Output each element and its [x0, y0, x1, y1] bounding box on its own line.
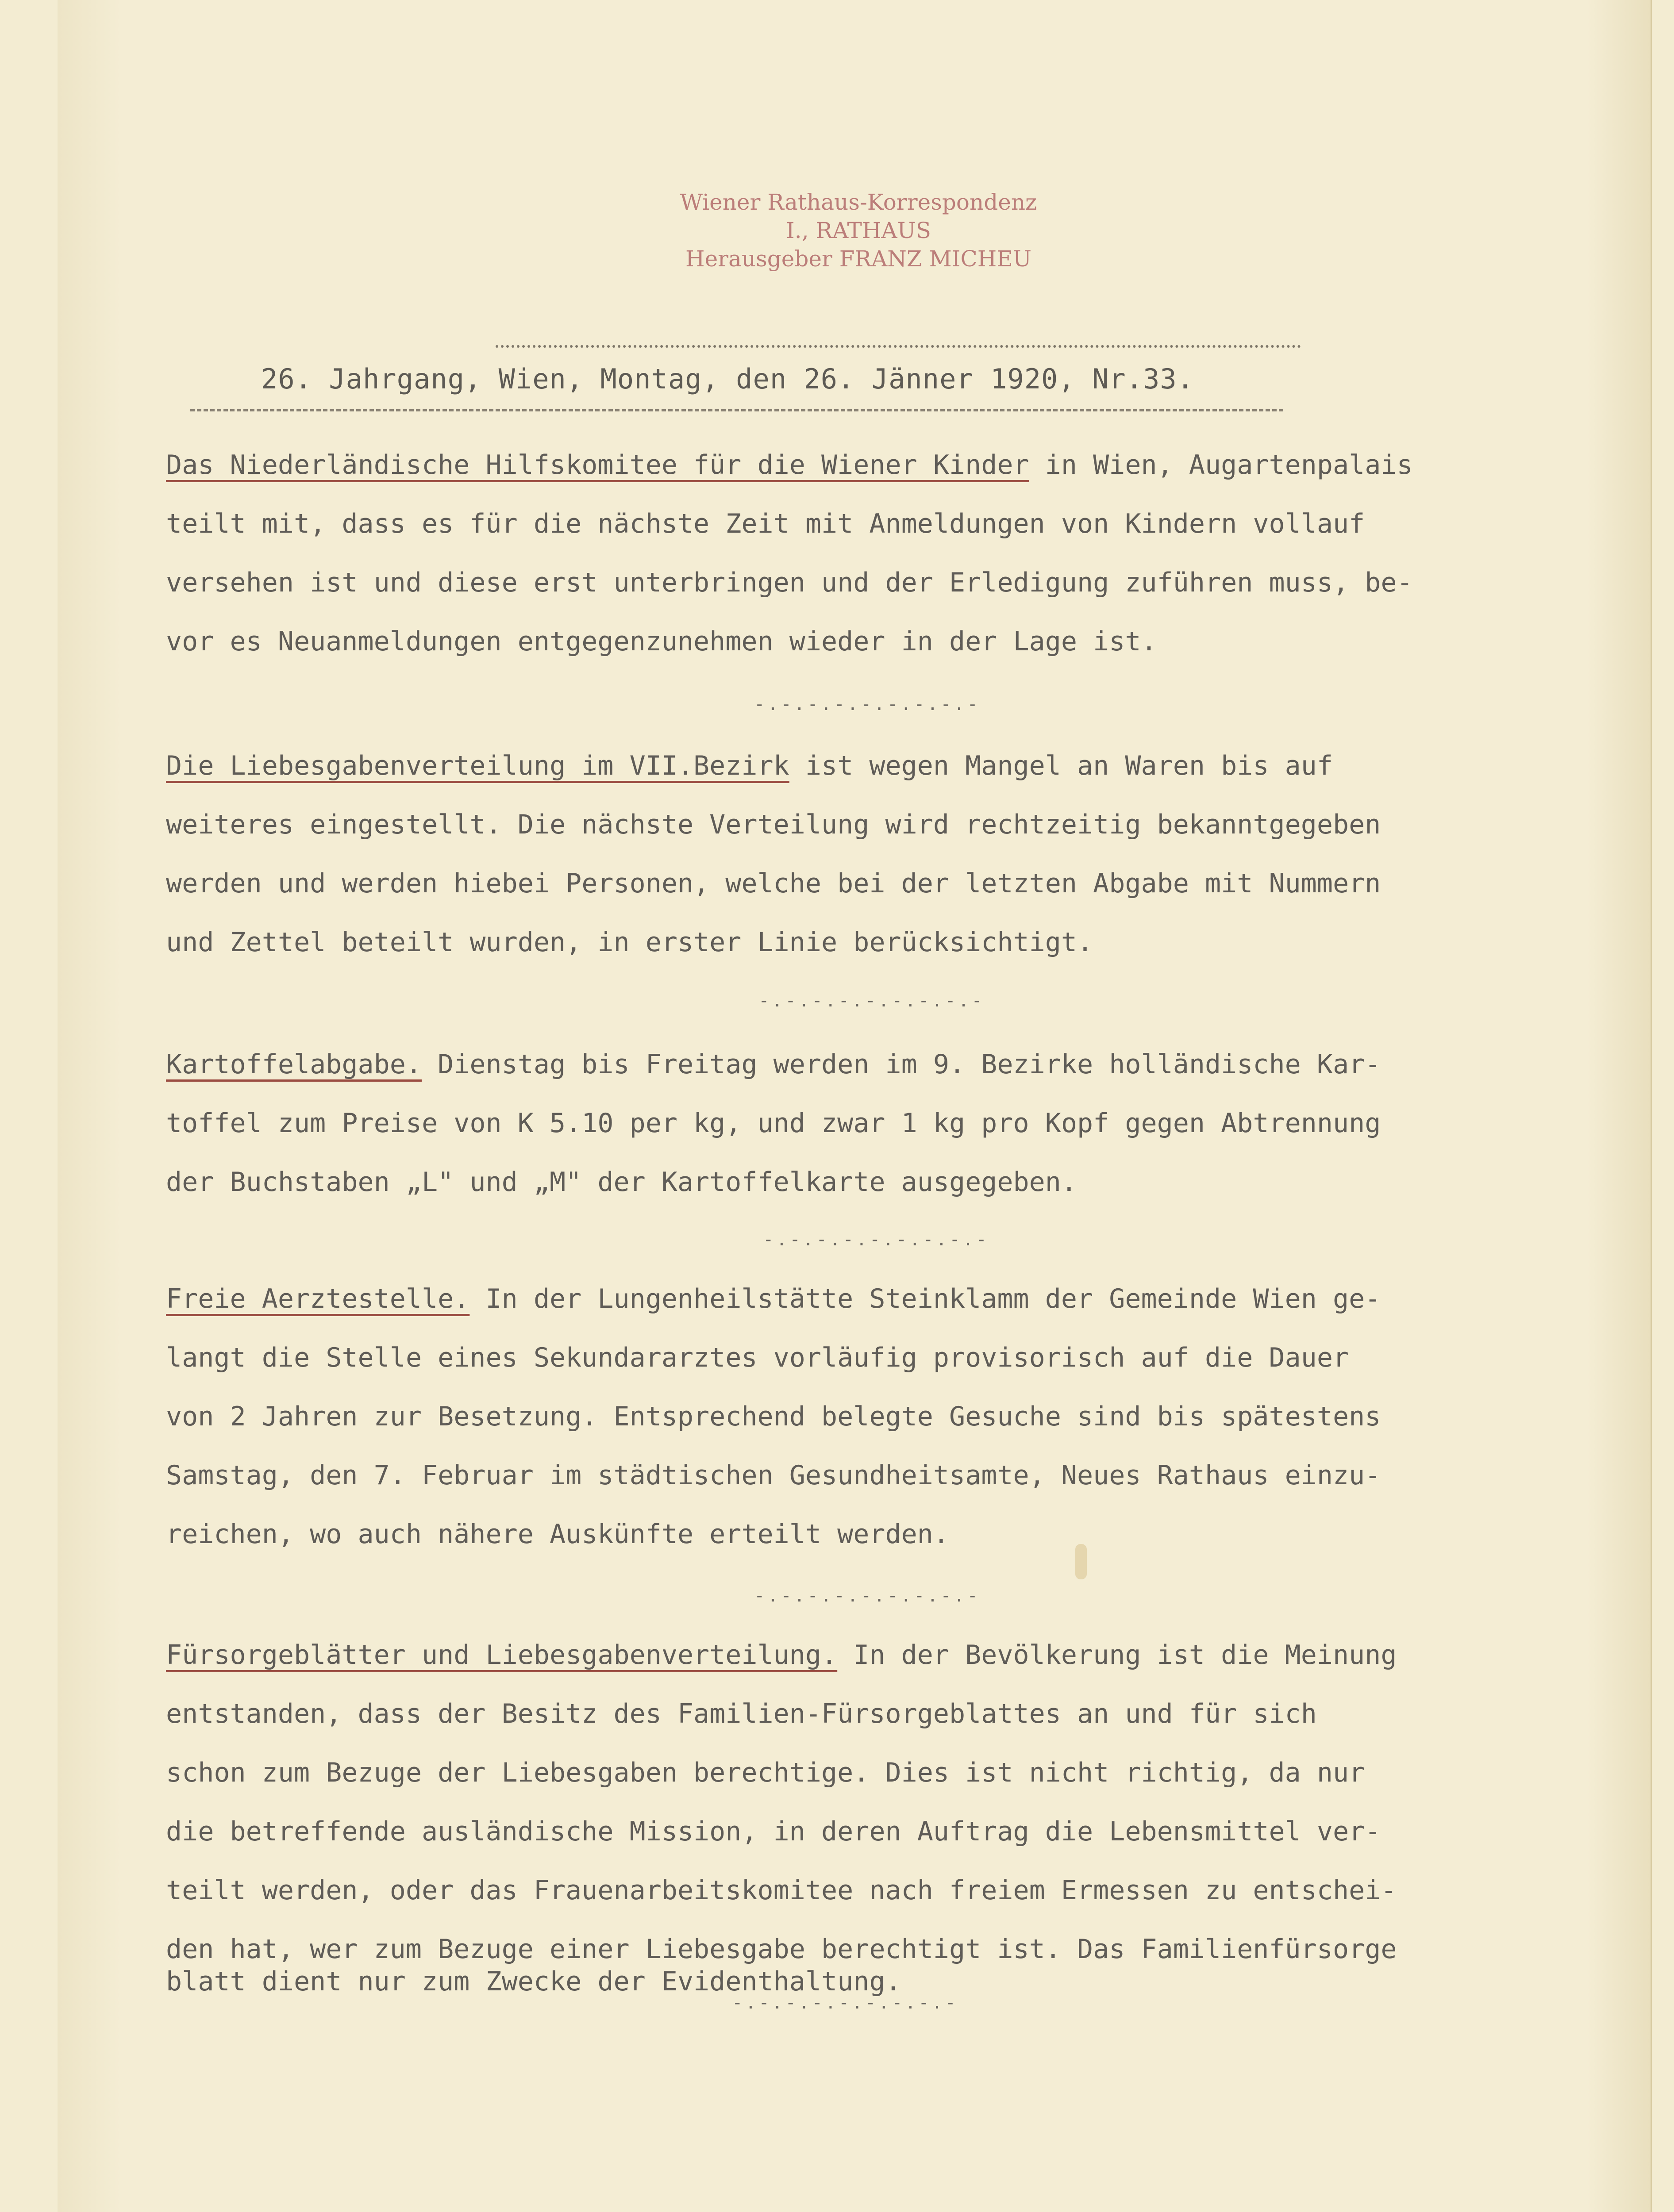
article-5-line-5: teilt werden, oder das Frauenarbeitskomitee nach freiem Ermessen zu entschei- — [166, 1875, 1397, 1906]
article-2-line-2: weiteres eingestellt. Die nächste Verteilung wird rechtzeitig bekanntgegeben — [166, 809, 1381, 840]
article-3-line-1: Kartoffelabgabe. Dienstag bis Freitag werden im 9. Bezirke holländische Kar- — [166, 1049, 1381, 1080]
stamp-line-1: Wiener Rathaus-Korrespondenz — [680, 189, 1037, 215]
article-4-line-3: von 2 Jahren zur Besetzung. Entsprechend belegte Gesuche sind bis spätestens — [166, 1401, 1381, 1432]
stamp-line-2: I., RATHAUS — [786, 218, 931, 243]
article-3-heading: Kartoffelabgabe. — [166, 1049, 422, 1080]
dateline: 26. Jahrgang, Wien, Montag, den 26. Jänner 1920, Nr.33. — [261, 363, 1194, 395]
article-5-line-6: den hat, wer zum Bezuge einer Liebesgabe berechtigt ist. Das Familienfürsorge — [166, 1934, 1397, 1965]
article-4-heading: Freie Aerztestelle. — [166, 1283, 470, 1314]
article-2 — [166, 737, 1604, 972]
article-5-line-2: entstanden, dass der Besitz des Familien-Fürsorgeblattes an und für sich — [166, 1698, 1317, 1729]
separator-4: -.-.-.-.-.-.-.-.- — [754, 1586, 981, 1606]
stamp-line-3: Herausgeber FRANZ MICHEU — [685, 246, 1032, 272]
separator-1: -.-.-.-.-.-.-.-.- — [754, 694, 981, 714]
header-stamp — [655, 188, 1062, 273]
article-5-line-7: blatt dient nur zum Zwecke der Evidenthaltung. — [166, 1966, 901, 1997]
article-5-line-1: Fürsorgeblätter und Liebesgabenverteilung. In der Bevölkerung ist die Meinung — [166, 1640, 1397, 1671]
paper-stain — [1075, 1544, 1087, 1579]
article-1 — [166, 436, 1604, 671]
article-2-line-4: und Zettel beteilt wurden, in erster Linie berücksichtigt. — [166, 927, 1093, 958]
article-4-line-2: langt die Stelle eines Sekundararztes vorläufig provisorisch auf die Dauer — [166, 1342, 1349, 1373]
article-1-line-1: Das Niederländische Hilfskomitee für die Wiener Kinder in Wien, Augartenpalais — [166, 449, 1413, 480]
article-1-heading: Das Niederländische Hilfskomitee für die Wiener Kinder — [166, 449, 1029, 480]
dashed-rule — [190, 409, 1283, 411]
separator-5: -.-.-.-.-.-.-.-.- — [732, 1993, 958, 2013]
article-2-heading: Die Liebesgabenverteilung im VII.Bezirk — [166, 750, 789, 781]
article-3 — [166, 1035, 1604, 1212]
separator-2: -.-.-.-.-.-.-.-.- — [758, 991, 985, 1011]
article-5-line-4: die betreffende ausländische Mission, in deren Auftrag die Lebensmittel ver- — [166, 1816, 1381, 1847]
dotted-rule — [496, 345, 1301, 348]
article-5-heading: Fürsorgeblätter und Liebesgabenverteilung. — [166, 1640, 838, 1671]
article-3-line-2: toffel zum Preise von K 5.10 per kg, und zwar 1 kg pro Kopf gegen Abtrennung — [166, 1108, 1381, 1139]
article-5 — [166, 1626, 1604, 2011]
article-4-line-5: reichen, wo auch nähere Auskünfte erteilt werden. — [166, 1519, 950, 1550]
article-2-line-1: Die Liebesgabenverteilung im VII.Bezirk ist wegen Mangel an Waren bis auf — [166, 750, 1333, 781]
article-2-line-3: werden und werden hiebei Personen, welche bei der letzten Abgabe mit Nummern — [166, 868, 1381, 899]
article-1-line-4: vor es Neuanmeldungen entgegenzunehmen wieder in der Lage ist. — [166, 626, 1157, 657]
article-4-line-4: Samstag, den 7. Februar im städtischen Gesundheitsamte, Neues Rathaus einzu- — [166, 1460, 1381, 1491]
article-1-line-2: teilt mit, dass es für die nächste Zeit mit Anmeldungen von Kindern vollauf — [166, 508, 1365, 539]
article-4-line-1: Freie Aerztestelle. In der Lungenheilstätte Steinklamm der Gemeinde Wien ge- — [166, 1283, 1381, 1314]
article-1-line-3: versehen ist und diese erst unterbringen und der Erledigung zuführen muss, be- — [166, 567, 1413, 598]
article-5-line-3: schon zum Bezuge der Liebesgaben berechtige. Dies ist nicht richtig, da nur — [166, 1757, 1365, 1788]
separator-3: -.-.-.-.-.-.-.-.- — [763, 1229, 989, 1250]
article-4 — [166, 1270, 1604, 1564]
article-3-line-3: der Buchstaben „L" und „M" der Kartoffelkarte ausgegeben. — [166, 1167, 1078, 1198]
